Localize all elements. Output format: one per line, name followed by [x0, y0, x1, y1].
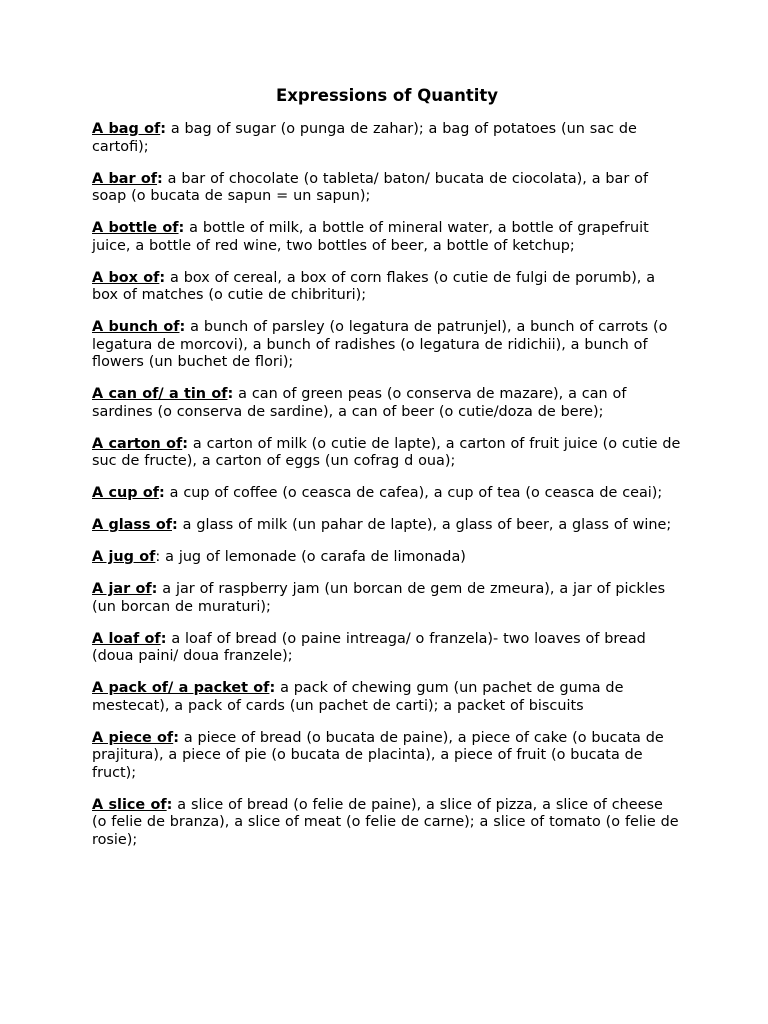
entry-slice-of [92, 797, 682, 850]
entry-colon: : [160, 630, 167, 647]
entry-term: A glass of [92, 517, 172, 533]
entry-text: a slice of bread (o felie de paine), a slice of pizza, a slice of cheese (o felie de branza), a slice of meat (o felie de carne); a slice of tomato (o felie de rosie); [92, 796, 679, 848]
entry-jug-of [92, 549, 682, 567]
entry-colon: : [155, 549, 161, 565]
entry-term: A bunch of [92, 319, 180, 335]
entry-piece-of [92, 730, 682, 783]
entry-term: A box of [92, 269, 160, 286]
entry-term: A slice of [92, 796, 167, 813]
entry-bar-of [92, 171, 682, 206]
entry-term: A jar of [92, 581, 152, 597]
entry-carton-of [92, 436, 682, 471]
entry-box-of [92, 270, 682, 305]
entry-loaf-of [92, 631, 682, 666]
entry-glass-of [92, 517, 682, 535]
entry-term: A carton of [92, 435, 183, 452]
entry-colon: : [171, 517, 178, 533]
entry-colon: : [159, 269, 166, 286]
entry-text: a bunch of parsley (o legatura de patrunjel), a bunch of carrots (o legatura de morcovi), a bunch of radishes (o legatura de ridichii), a bunch of flowers (un buchet de flori); [92, 319, 668, 370]
entry-jar-of [92, 581, 682, 616]
entry-text: a can of green peas (o conserva de mazare), a can of sardines (o conserva de sardine), a can of beer (o cutie/doza de bere); [92, 386, 627, 420]
entry-text: a glass of milk (un pahar de lapte), a glass of beer, a glass of wine; [177, 517, 672, 533]
entry-text: a bag of sugar (o punga de zahar); a bag of potatoes (un sac de cartofi); [92, 121, 637, 155]
entry-colon: : [158, 485, 165, 501]
entry-term: A bottle of [92, 220, 179, 236]
entry-term: A can of/ a tin of [92, 386, 228, 402]
entry-pack-of [92, 680, 682, 715]
entry-term: A pack of/ a packet of [92, 680, 270, 696]
entry-colon: : [157, 170, 163, 187]
entry-text: a loaf of bread (o paine intreaga/ o franzela)- two loaves of bread (doua paini/ doua franzele); [92, 630, 646, 664]
entry-term: A loaf of [92, 630, 161, 647]
entry-text: a cup of coffee (o ceasca de cafea), a cup of tea (o ceasca de ceai); [164, 485, 663, 501]
entry-colon: : [173, 729, 179, 746]
entry-term: A jug of [92, 549, 156, 565]
entry-cup-of [92, 485, 682, 503]
entry-text: a carton of milk (o cutie de lapte), a carton of fruit juice (o cutie de suc de fructe), a carton of eggs (un cofrag d oua); [92, 435, 681, 469]
entry-colon: : [151, 581, 158, 597]
entry-list [92, 121, 682, 849]
document-page [92, 84, 682, 864]
entry-text: a pack of chewing gum (un pachet de guma de mestecat), a pack of cards (un pachet de carti); a packet of biscuits [92, 680, 624, 714]
entry-text: a bar of chocolate (o tableta/ baton/ bucata de ciocolata), a bar of soap (o bucata de sapun = un sapun); [92, 170, 649, 204]
entry-colon: : [178, 220, 185, 236]
entry-text: a piece of bread (o bucata de paine), a piece of cake (o bucata de prajitura), a piece of pie (o bucata de placinta), a piece of fruit (o bucata de fruct); [92, 729, 664, 781]
document-title: Expressions of Quantity [275, 86, 499, 105]
entry-bag-of [92, 121, 682, 156]
entry-term: A bar of [92, 170, 158, 187]
entry-term: A bag of [92, 121, 161, 137]
entry-term: A cup of [92, 485, 159, 501]
entry-can-of [92, 386, 682, 421]
entry-colon: : [160, 121, 166, 137]
entry-colon: : [227, 386, 234, 402]
entry-colon: : [182, 435, 189, 452]
entry-bunch-of [92, 319, 682, 372]
entry-text: a jug of lemonade (o carafa de limonada) [160, 549, 466, 565]
entry-colon: : [269, 680, 276, 696]
entry-text: a jar of raspberry jam (un borcan de gem de zmeura), a jar of pickles (un borcan de muraturi); [92, 581, 666, 615]
entry-colon: : [166, 796, 173, 813]
entry-term: A piece of [92, 729, 174, 746]
entry-colon: : [179, 319, 186, 335]
entry-text: a box of cereal, a box of corn flakes (o cutie de fulgi de porumb), a box of matches (o cutie de chibrituri); [92, 269, 656, 303]
entry-bottle-of [92, 220, 682, 255]
entry-text: a bottle of milk, a bottle of mineral water, a bottle of grapefruit juice, a bottle of red wine, two bottles of beer, a bottle of ketchup; [92, 220, 649, 254]
